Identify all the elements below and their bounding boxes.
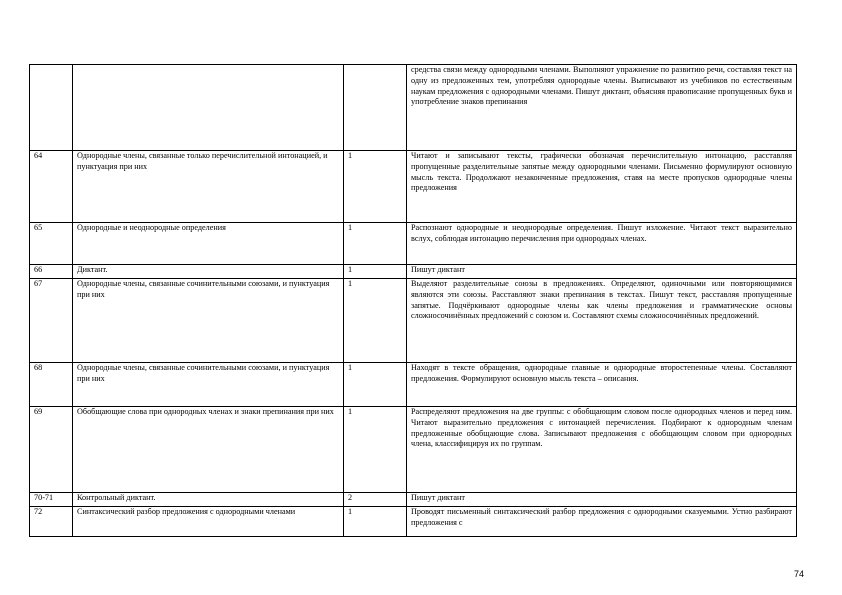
table-row (30, 265, 797, 279)
lesson-topic-cell: Однородные члены, связанные сочинительными союзами, и пунктуация при них (73, 279, 344, 363)
lesson-number-cell: 70-71 (30, 493, 73, 507)
lesson-hours-cell: 1 (344, 223, 407, 265)
lesson-plan-body (30, 65, 797, 537)
lesson-activity-cell: Пишут диктант (407, 493, 797, 507)
lesson-hours-cell: 1 (344, 279, 407, 363)
table-row (30, 151, 797, 223)
lesson-hours-cell: 1 (344, 507, 407, 537)
lesson-activity-cell: Проводят письменный синтаксический разбор предложения с однородными сказуемыми. Устно разбирают предложения с (407, 507, 797, 537)
lesson-topic-cell: Однородные члены, связанные сочинительными союзами, и пунктуация при них (73, 363, 344, 407)
lesson-hours-cell (344, 65, 407, 151)
lesson-number-cell: 69 (30, 407, 73, 493)
table-row (30, 223, 797, 265)
lesson-topic-cell: Обобщающие слова при однородных членах и знаки препинания при них (73, 407, 344, 493)
lesson-number-cell: 72 (30, 507, 73, 537)
table-row (30, 493, 797, 507)
lesson-topic-cell: Синтаксический разбор предложения с однородными членами (73, 507, 344, 537)
lesson-topic-cell: Однородные и неоднородные определения (73, 223, 344, 265)
lesson-activity-cell: Выделяют разделительные союзы в предложениях. Определяют, одиночными или повторяющимися являются эти союзы. Расставляют знаки препинания в текстах. Пишут текст, расставляя пропущенные запятые. Подчёркивают однородные члены как члены предложения и грамматические основы сложносочинённых предложений с союзом и. Составляют схемы сложносочинённых предложений. (407, 279, 797, 363)
lesson-number-cell: 64 (30, 151, 73, 223)
lesson-activity-cell: средства связи между однородными членами. Выполняют упражнение по развитию речи, составляя текст на одну из предложенных тем, употребляя однородные члены. Выписывают из учебников по естественным наукам предложения с однородными членами. Пишут диктант, объясняя правописание пропущенных букв и употребление знаков препинания (407, 65, 797, 151)
table-row (30, 279, 797, 363)
lesson-number-cell (30, 65, 73, 151)
lesson-activity-cell: Пишут диктант (407, 265, 797, 279)
lesson-number-cell: 65 (30, 223, 73, 265)
lesson-number-cell: 67 (30, 279, 73, 363)
page-number: 74 (794, 569, 805, 579)
lesson-hours-cell: 1 (344, 265, 407, 279)
table-row (30, 65, 797, 151)
lesson-activity-cell: Читают и записывают тексты, графически обозначая перечислительную интонацию, расставляя пропущенные разделительные запятые между однородными членами. Письменно формулируют основную мысль текста. Продолжают незаконченные предложения, ставя на месте пропусков однородные члены предложения (407, 151, 797, 223)
lesson-activity-cell: Находят в тексте обращения, однородные главные и однородные второстепенные члены. Составляют предложения. Формулируют основную мысль текста – описания. (407, 363, 797, 407)
lesson-hours-cell: 2 (344, 493, 407, 507)
lesson-plan-table (29, 64, 797, 537)
lesson-activity-cell: Распределяют предложения на две группы: с обобщающим словом после однородных членов и перед ним. Читают выразительно предложения с интонацией перечисления. Подбирают к однородным членам предложенные обобщающие слова. Записывают предложения с обобщающим словом при однородных члена, классифицируя их по группам. (407, 407, 797, 493)
lesson-topic-cell: Контрольный диктант. (73, 493, 344, 507)
lesson-topic-cell: Диктант. (73, 265, 344, 279)
table-row (30, 363, 797, 407)
lesson-hours-cell: 1 (344, 407, 407, 493)
lesson-hours-cell: 1 (344, 151, 407, 223)
lesson-number-cell: 68 (30, 363, 73, 407)
lesson-activity-cell: Распознают однородные и неоднородные определения. Пишут изложение. Читают текст выразительно вслух, соблюдая интонацию перечисления при однородных членах. (407, 223, 797, 265)
lesson-topic-cell: Однородные члены, связанные только перечислительной интонацией, и пунктуация при них (73, 151, 344, 223)
table-row (30, 507, 797, 537)
table-row (30, 407, 797, 493)
lesson-hours-cell: 1 (344, 363, 407, 407)
lesson-topic-cell (73, 65, 344, 151)
lesson-number-cell: 66 (30, 265, 73, 279)
